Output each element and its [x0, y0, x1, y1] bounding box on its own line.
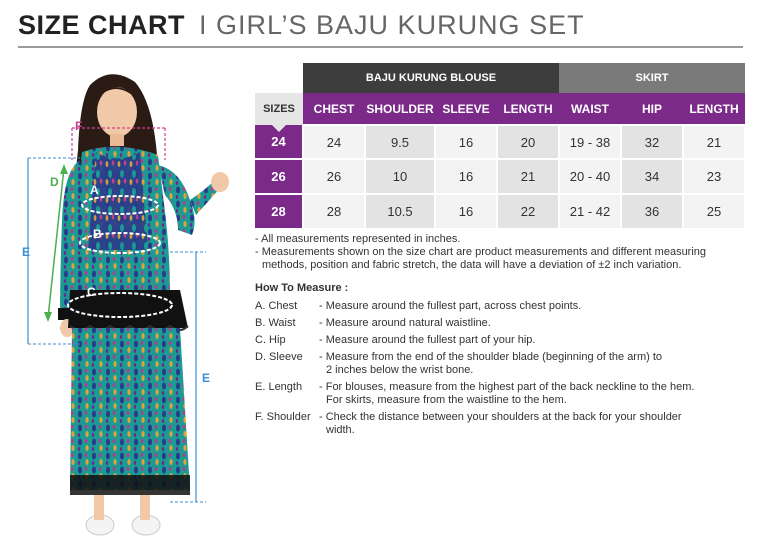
table-cell: 21	[683, 125, 745, 159]
list-item	[255, 334, 755, 347]
item-text: - For blouses, measure from the highest part of the back neckline to the hem.	[319, 381, 695, 393]
col-header-sleeve: SLEEVE	[435, 93, 497, 125]
table-cell: 10.5	[365, 194, 435, 229]
item-text: - Measure around the fullest part of your hip.	[319, 334, 536, 346]
item-text-cont: For skirts, measure from the waistline to the hem.	[326, 394, 567, 406]
note-line: - All measurements represented in inches.	[255, 233, 461, 245]
list-item	[255, 317, 755, 330]
col-header-hip: HIP	[621, 93, 683, 125]
item-text-cont: width.	[326, 424, 355, 436]
table-cell: 9.5	[365, 125, 435, 159]
table-row	[255, 159, 745, 194]
item-label: A. Chest	[255, 300, 298, 312]
marker-b: B	[93, 227, 102, 241]
marker-d: D	[50, 175, 59, 189]
table-cell: 28	[303, 194, 365, 229]
list-item	[255, 381, 755, 407]
table-cell: 24	[303, 125, 365, 159]
table-cell: 10	[365, 159, 435, 194]
marker-c: C	[87, 285, 96, 299]
table-cell: 16	[435, 194, 497, 229]
table-cell: 25	[683, 194, 745, 229]
table-cell: 23	[683, 159, 745, 194]
item-text: - Measure from the end of the shoulder blade (beginning of the arm) to	[319, 351, 663, 363]
sizes-header	[255, 93, 303, 125]
how-to-title: How To Measure :	[255, 282, 349, 294]
size-cell: 26	[255, 159, 303, 194]
item-label: B. Waist	[255, 317, 296, 329]
title-subtitle: I GIRL’S BAJU KURUNG SET	[199, 10, 585, 40]
list-item	[255, 351, 755, 377]
table-cell: 16	[435, 159, 497, 194]
col-header-shoulder: SHOULDER	[365, 93, 435, 125]
table-cell: 20 - 40	[559, 159, 621, 194]
item-label: C. Hip	[255, 334, 286, 346]
col-header-waist: WAIST	[559, 93, 621, 125]
item-label: E. Length	[255, 381, 303, 393]
item-label: D. Sleeve	[255, 351, 303, 363]
table-cell: 21 - 42	[559, 194, 621, 229]
table-cell: 22	[497, 194, 559, 229]
header-title	[18, 10, 585, 46]
face-shape	[97, 87, 137, 137]
item-text-cont: 2 inches below the wrist bone.	[326, 364, 474, 376]
item-text: - Check the distance between your shoulders at the back for your shoulder	[319, 411, 682, 423]
marker-e-blouse: E	[22, 245, 31, 259]
skirt-shape	[70, 328, 190, 490]
model-illustration	[20, 60, 245, 545]
model-figure-svg	[20, 60, 245, 545]
sizes-header-label: SIZES	[263, 103, 295, 115]
table-cell: 21	[497, 159, 559, 194]
item-text: - Measure around natural waistline.	[319, 317, 491, 329]
group-header-blouse: BAJU KURUNG BLOUSE	[303, 63, 559, 93]
measurement-notes	[255, 233, 755, 272]
table-cell: 36	[621, 194, 683, 229]
table-cell: 32	[621, 125, 683, 159]
marker-e-skirt: E	[202, 371, 211, 385]
note-line: methods, position and fabric stretch, the data will have a deviation of ±2 inch variation.	[262, 259, 682, 271]
title-bold: SIZE CHART	[18, 10, 185, 40]
title-divider	[18, 46, 743, 48]
table-cell: 20	[497, 125, 559, 159]
group-header-skirt: SKIRT	[559, 63, 745, 93]
table-corner-blank	[255, 63, 303, 93]
sizes-header-arrow	[272, 125, 286, 132]
table-cell: 34	[621, 159, 683, 194]
note-line: - Measurements shown on the size chart are product measurements and different measuring	[255, 246, 707, 258]
table-cell: 26	[303, 159, 365, 194]
table-row	[255, 125, 745, 159]
col-header-blouse-length: LENGTH	[497, 93, 559, 125]
blouse-lace-hem	[68, 290, 188, 328]
item-text: - Measure around the fullest part, across chest points.	[319, 300, 582, 312]
col-header-chest: CHEST	[303, 93, 365, 125]
size-chart-table	[255, 63, 745, 230]
item-label: F. Shoulder	[255, 411, 311, 423]
table-cell: 19 - 38	[559, 125, 621, 159]
list-item	[255, 411, 755, 437]
size-cell: 28	[255, 194, 303, 229]
size-cell: 24	[255, 125, 303, 159]
marker-a: A	[90, 183, 99, 197]
how-to-measure	[255, 282, 755, 441]
list-item	[255, 300, 755, 313]
col-header-skirt-length: LENGTH	[683, 93, 745, 125]
marker-f: F	[75, 119, 83, 133]
table-cell: 16	[435, 125, 497, 159]
table-row	[255, 194, 745, 229]
